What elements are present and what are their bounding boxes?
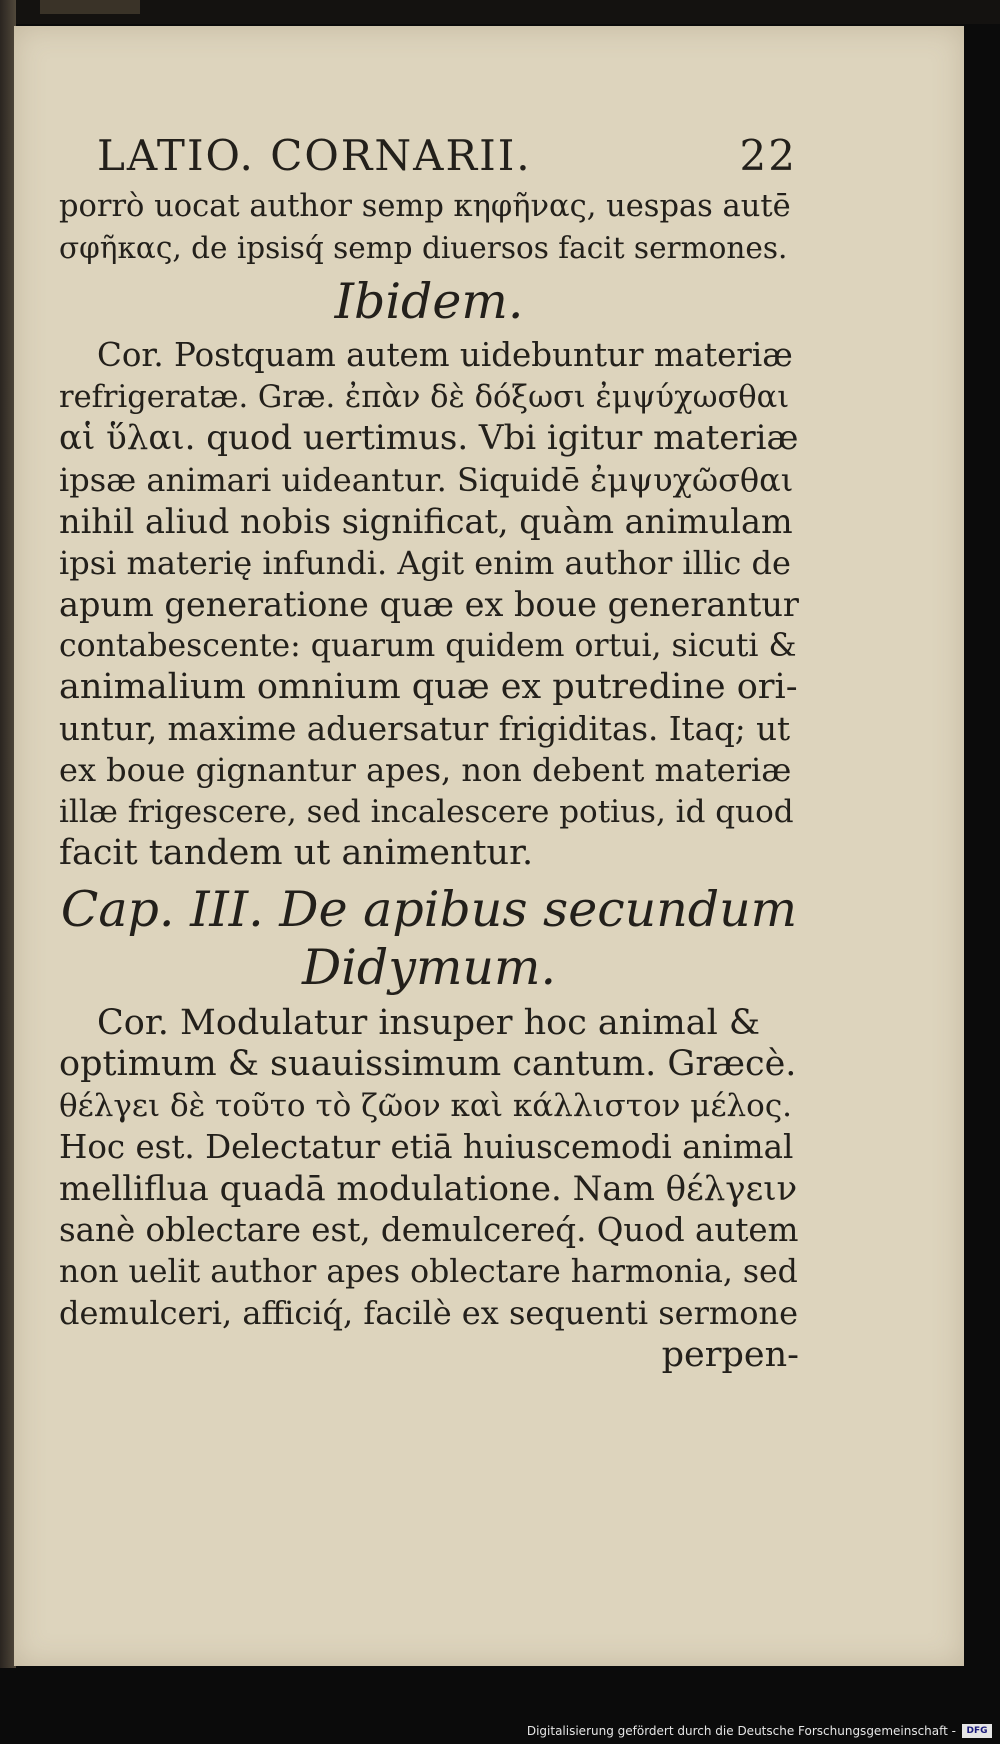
page-text-block [59, 126, 799, 1376]
running-header [97, 126, 797, 186]
credit-text: Digitalisierung gefördert durch die Deutsche Forschungsgemeinschaft - [526, 1724, 956, 1738]
bottom-dark-band [0, 1668, 1000, 1744]
paragraph-1 [59, 186, 799, 269]
text-line: sanè oblectare est, demulcereq́. Quod autem [59, 1211, 799, 1249]
text-line: contabescente: quarum quidem ortui, sicuti & [59, 627, 797, 664]
text-line: facit tandem ut animentur. [59, 833, 534, 873]
text-line: optimum & suauissimum cantum. Græcè. [59, 1044, 797, 1084]
book-page [14, 26, 964, 1666]
section-heading-ibidem: Ibidem. [334, 273, 524, 330]
dfg-logo-icon: DFG [962, 1724, 992, 1738]
text-line: ex boue gignantur apes, non debent materiæ [59, 751, 792, 789]
text-line: nihil aliud nobis significat, quàm animulam [59, 502, 793, 541]
text-line: Cor. Modulatur insuper hoc animal & [97, 1002, 761, 1043]
text-line: illæ frigescere, sed incalescere potius, id quod [59, 793, 794, 830]
chapter-heading-line-2: Didymum. [301, 938, 557, 996]
text-line: θέλγει δὲ τοῦτο τὸ ζῶον καὶ κάλλιστον μέλος. [59, 1087, 793, 1124]
text-line: apum generatione quæ ex boue generantur [59, 585, 799, 624]
text-line: σφῆκας, de ipsisq́ semp diuersos facit sermones. [59, 230, 788, 265]
text-line: αἱ ὕλαι. quod uertimus. Vbi igitur materiæ [59, 418, 799, 458]
text-line: ipsæ animari uideantur. Siquidē ἐμψυχῶσθαι [59, 460, 794, 499]
bookmark-tab [40, 0, 140, 14]
text-line: melliflua quadā modulatione. Nam θέλγειν [59, 1168, 798, 1209]
chapter-heading-line-1: Cap. III. De apibus secundum [60, 880, 798, 938]
text-line: porrò uocat author semp κηφῆνας, uespas autē [59, 189, 791, 224]
digitization-credit [527, 1724, 992, 1738]
running-title: LATIO. CORNARII. [97, 131, 532, 180]
text-line: non uelit author apes oblectare harmonia, sed [59, 1253, 798, 1290]
text-line: Hoc est. Delectatur etiā huiuscemodi animal [59, 1128, 794, 1166]
text-line: demulceri, afficiq́, facilè ex sequenti sermone [59, 1294, 799, 1332]
top-dark-strip [0, 0, 1000, 24]
text-line: ipsi materię infundi. Agit enim author illic de [59, 543, 791, 582]
text-line: untur, maxime aduersatur frigiditas. Itaq; ut [59, 709, 791, 748]
paragraph-3 [59, 1003, 799, 1377]
text-line: animalium omnium quæ ex putredine ori- [59, 667, 798, 707]
paragraph-2 [59, 335, 799, 875]
text-line: refrigeratæ. Græ. ἐπὰν δὲ δόξωσι ἐμψύχωσθαι [59, 379, 790, 415]
text-line: Cor. Postquam autem uidebuntur materiæ [97, 336, 793, 374]
catchword: perpen- [661, 1334, 799, 1375]
folio-number: 22 [739, 131, 797, 180]
